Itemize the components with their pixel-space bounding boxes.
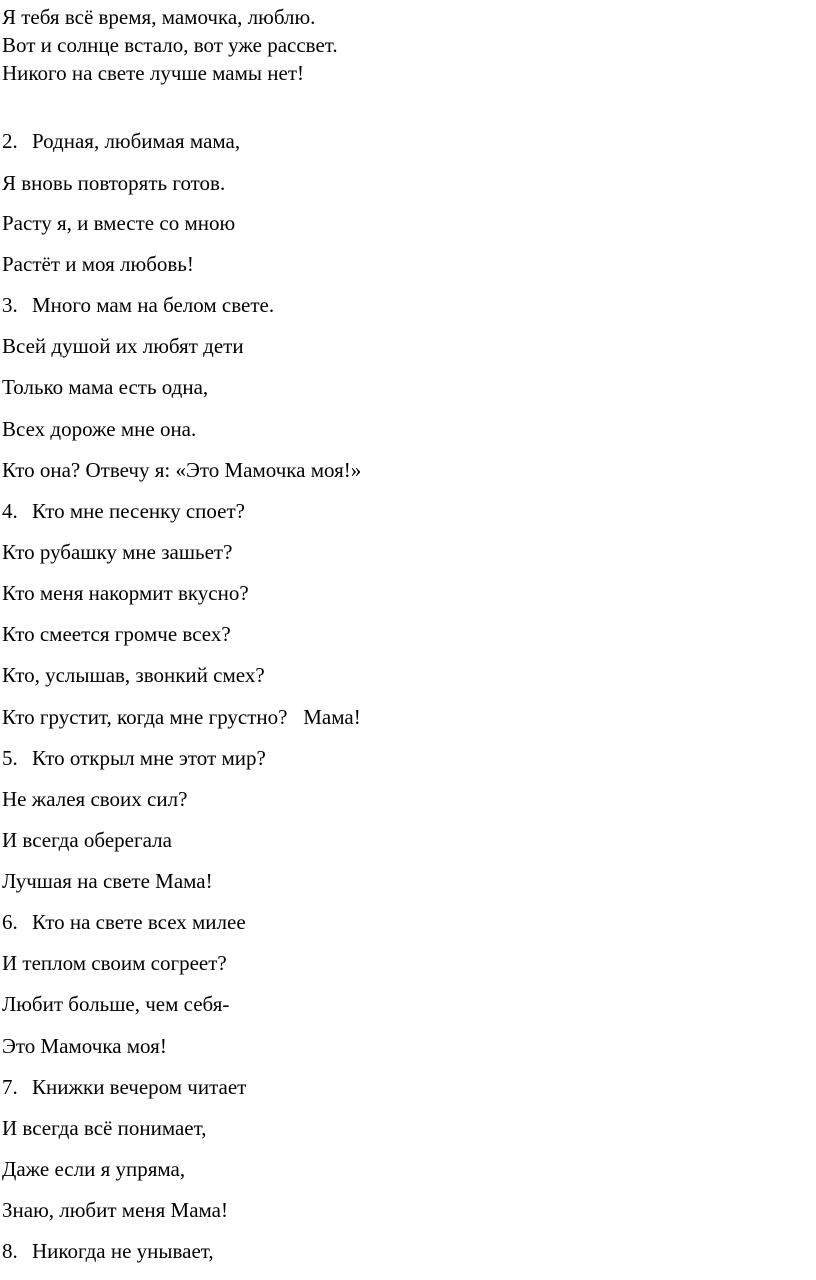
verse-4-line-1: 4. Кто мне песенку споет? — [2, 499, 245, 523]
verse-5-line-2: Не жалея своих сил? — [2, 787, 188, 811]
verse-number: 5. — [2, 746, 18, 770]
verse-7-line-3: Даже если я упряма, — [2, 1157, 186, 1181]
verse-5-line-1: 5. Кто открыл мне этот мир? — [2, 746, 266, 770]
verse-5-line-4: Лучшая на свете Мама! — [2, 869, 213, 893]
verse-4-line-6: Кто грустит, когда мне грустно? Мама! — [2, 705, 361, 729]
verse-6-line-3: Любит больше, чем себя- — [2, 992, 230, 1016]
verse-number: 6. — [2, 910, 18, 934]
verse-6-line-2: И теплом своим согреет? — [2, 951, 227, 975]
verse-6-line-4: Это Мамочка моя! — [2, 1034, 167, 1058]
verse-number: 7. — [2, 1075, 18, 1099]
verse-number: 2. — [2, 129, 18, 153]
verse-6-line-1: 6. Кто на свете всех милее — [2, 910, 246, 934]
verse-8-line-1: 8. Никогда не унывает, — [2, 1239, 214, 1263]
verse-3-line-2: Всей душой их любят дети — [2, 334, 244, 358]
verse-3-line-3: Только мама есть одна, — [2, 375, 209, 399]
verse-2-line-3: Расту я, и вместе со мною — [2, 211, 236, 235]
intro-line-1: Я тебя всё время, мамочка, люблю. — [2, 5, 316, 29]
verse-number: 3. — [2, 293, 18, 317]
verse-3-line-1: 3. Много мам на белом свете. — [2, 293, 275, 317]
verse-2-line-1: 2. Родная, любимая мама, — [2, 129, 241, 153]
document-page — [2, 0, 812, 1280]
verse-7-line-2: И всегда всё понимает, — [2, 1116, 207, 1140]
intro-line-3: Никого на свете лучше мамы нет! — [2, 61, 304, 85]
verse-4-line-2: Кто рубашку мне зашьет? — [2, 540, 233, 564]
verse-4-line-5: Кто, услышав, звонкий смех? — [2, 663, 265, 687]
verse-2-line-4: Растёт и моя любовь! — [2, 252, 194, 276]
verse-5-line-3: И всегда оберегала — [2, 828, 172, 852]
verse-3-line-5: Кто она? Отвечу я: «Это Мамочка моя!» — [2, 458, 362, 482]
intro-line-2: Вот и солнце встало, вот уже рассвет. — [2, 33, 338, 57]
verse-number: 8. — [2, 1239, 18, 1263]
verse-2-line-2: Я вновь повторять готов. — [2, 171, 226, 195]
verse-7-line-1: 7. Книжки вечером читает — [2, 1075, 247, 1099]
verse-number: 4. — [2, 499, 18, 523]
verse-3-line-4: Всех дороже мне она. — [2, 417, 197, 441]
verse-4-line-3: Кто меня накормит вкусно? — [2, 581, 249, 605]
verse-4-line-4: Кто смеется громче всех? — [2, 622, 231, 646]
verse-7-line-4: Знаю, любит меня Мама! — [2, 1198, 228, 1222]
